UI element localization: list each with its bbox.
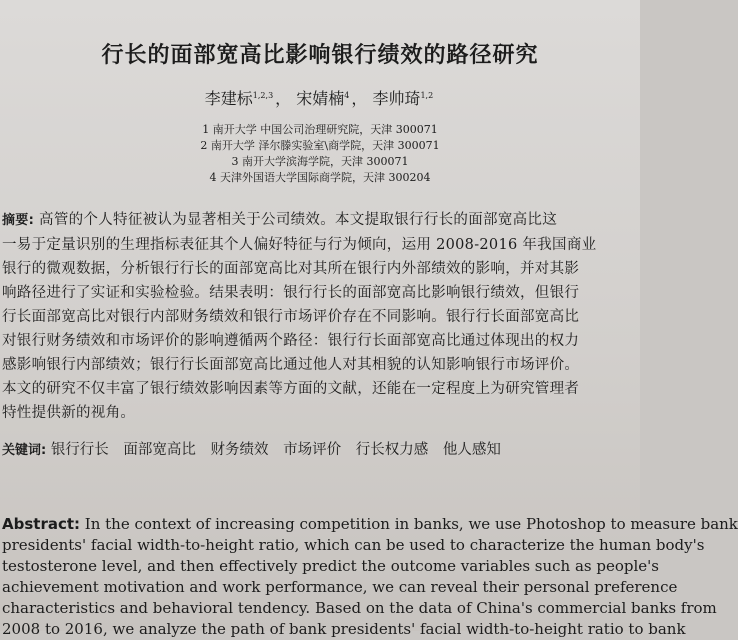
- abstract-en-line: achievement motivation and work performance, we can reveal their personal preference: [2, 578, 678, 596]
- author-1: 李建标$^{1,2,3}$: [204, 89, 274, 108]
- author-list: 李建标$^{1,2,3}$ ， 宋婧楠$^4$ ， 李帅琦$^{1,2}$: [204, 89, 434, 108]
- author-2-affil: 4: [344, 90, 350, 100]
- affiliation-3: 3 南开大学滨海学院，天津 300071: [231, 155, 409, 168]
- keywords: [2, 438, 632, 459]
- abstract-zh-line: 一易于定量识别的生理指标表征其个人偏好特征与行为倾向，运用 2008-2016 年我国商业: [2, 237, 597, 253]
- abstract-zh-line: 银行的微观数据，分析银行行长的面部宽高比对其所在银行内外部绩效的影响，并对其影: [2, 261, 580, 277]
- keyword: 市场评价: [283, 442, 342, 458]
- abstract-en-line: 2008 to 2016, we analyze the path of bank presidents' facial width-to-height ratio to bank: [2, 620, 686, 638]
- abstract-zh-label: 摘要:: [2, 213, 35, 228]
- paper-title: 行长的面部宽高比影响银行绩效的路径研究: [101, 43, 539, 68]
- abstract-en-line: characteristics and behavioral tendency. Based on the data of China's commercial banks from: [2, 599, 717, 617]
- abstract-en-line: presidents' facial width-to-height ratio, which can be used to characterize the human body's: [2, 536, 705, 554]
- abstract-zh-line: 响路径进行了实证和实验检验。结果表明：银行行长的面部宽高比影响银行绩效，但银行: [2, 285, 580, 301]
- abstract-english: [2, 514, 738, 640]
- author-1-affil: 1,2,3: [252, 90, 274, 100]
- keyword: 银行行长: [50, 442, 109, 458]
- keyword: 行长权力感: [355, 442, 429, 458]
- keyword: 他人感知: [442, 442, 501, 458]
- abstract-en-line: testosterone level, and then effectively predict the outcome variables such as people's: [2, 557, 659, 575]
- keyword: 财务绩效: [210, 442, 269, 458]
- abstract-en-line: In the context of increasing competition in banks, we use Photoshop to measure bank: [80, 515, 738, 533]
- affiliation-1: 1 南开大学 中国公司治理研究院，天津 300071: [202, 123, 438, 136]
- author-2: 宋婧楠$^4$: [296, 89, 350, 108]
- keyword: 面部宽高比: [123, 442, 196, 458]
- abstract-zh-line: 本文的研究不仅丰富了银行绩效影响因素等方面的文献，还能在一定程度上为研究管理者: [2, 381, 580, 397]
- abstract-zh-line: 高管的个人特征被认为显著相关于公司绩效。本文提取银行行长的面部宽高比这: [39, 212, 558, 228]
- affiliation-2: 2 南开大学 泽尔滕实验室\商学院，天津 300071: [200, 139, 440, 152]
- abstract-zh-line: 特性提供新的视角。: [2, 405, 136, 421]
- keywords-label: 关键词:: [2, 443, 47, 458]
- abstract-zh-line: 对银行财务绩效和市场评价的影响遵循两个路径：银行行长面部宽高比通过体现出的权力: [2, 333, 580, 349]
- abstract-en-label: Abstract:: [2, 515, 81, 533]
- abstract-zh-line: 行长面部宽高比对银行内部财务绩效和银行市场评价存在不同影响。银行行长面部宽高比: [2, 309, 580, 325]
- author-3: 李帅琦$^{1,2}$: [372, 89, 434, 108]
- abstract-chinese: [2, 208, 632, 425]
- author-3-affil: 1,2: [420, 90, 434, 100]
- abstract-zh-line: 感影响银行内部绩效；银行行长面部宽高比通过他人对其相貌的认知影响银行市场评价。: [2, 357, 580, 373]
- affiliation-4: 4 天津外国语大学国际商学院，天津 300204: [209, 171, 431, 184]
